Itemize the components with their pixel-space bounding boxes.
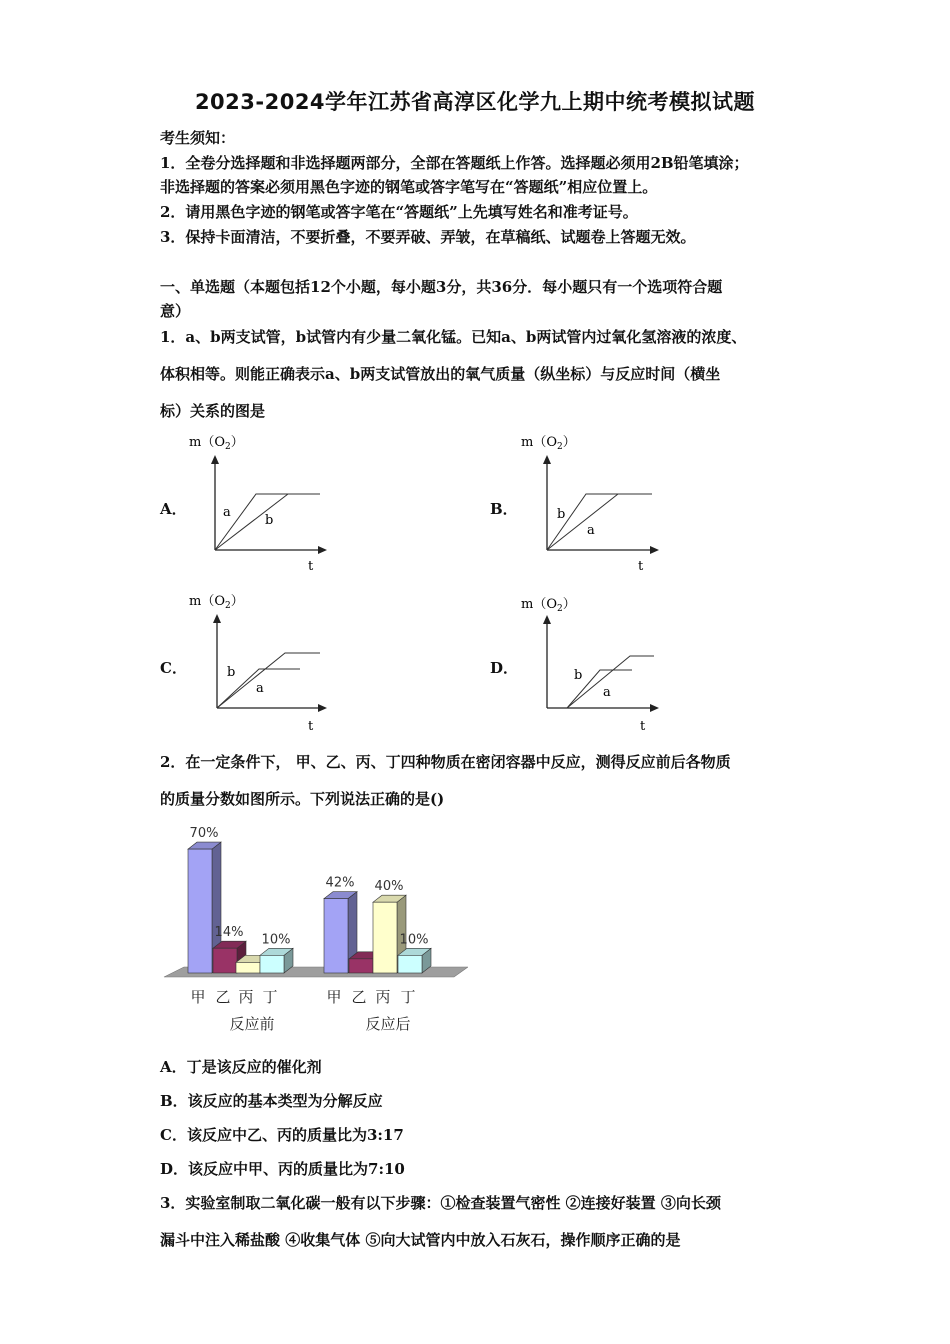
bar-反应前-乙 bbox=[213, 948, 237, 973]
option-d-label[interactable]: D． bbox=[490, 659, 519, 677]
bar-反应前-丁 bbox=[260, 955, 284, 973]
graph-d[interactable] bbox=[512, 590, 672, 740]
x-axis-label: t bbox=[308, 559, 314, 574]
q2-option-a[interactable]: A．丁是该反应的催化剂 bbox=[160, 1058, 322, 1076]
q3-text: 漏斗中注入稀盐酸 ④收集气体 ⑤向大试管内中放入石灰石，操作顺序正确的是 bbox=[160, 1231, 681, 1249]
y-axis-label: $m(O_2)$ bbox=[521, 435, 576, 452]
category-label: 甲 bbox=[326, 988, 342, 1006]
group-label: 反应后 bbox=[365, 1015, 411, 1033]
group-label: 反应前 bbox=[229, 1015, 275, 1033]
curve-label-b: b bbox=[227, 665, 236, 680]
option-b-label[interactable]: B． bbox=[490, 500, 518, 518]
curve-label-b: b bbox=[557, 507, 566, 522]
q2-text: 的质量分数如图所示。下列说法正确的是() bbox=[160, 790, 445, 808]
page-title: 2023-2024学年江苏省高淳区化学九上期中统考模拟试题 bbox=[194, 90, 756, 114]
q1-text: 标）关系的图是 bbox=[160, 402, 266, 420]
curve-label-a: a bbox=[223, 505, 231, 520]
x-axis-label: t bbox=[308, 719, 314, 734]
data-label: 10% bbox=[399, 932, 429, 948]
category-label: 丙 bbox=[375, 988, 391, 1006]
data-label: 10% bbox=[261, 932, 291, 948]
q3-text: 3．实验室制取二氧化碳一般有以下步骤：①检查装置气密性 ②连接好装置 ③向长颈 bbox=[160, 1194, 721, 1212]
data-label: 14% bbox=[214, 925, 244, 941]
section-heading-cont: 意） bbox=[160, 302, 191, 320]
curve-label-b: b bbox=[265, 513, 274, 528]
option-a-label[interactable]: A． bbox=[160, 500, 187, 518]
graph-c[interactable] bbox=[180, 587, 340, 737]
data-label: 40% bbox=[374, 879, 404, 895]
bar-反应后-丙 bbox=[373, 902, 397, 973]
category-label: 乙 bbox=[351, 988, 367, 1006]
q2-option-d[interactable]: D．该反应中甲、丙的质量比为7:10 bbox=[160, 1160, 405, 1178]
notice-heading: 考生须知： bbox=[160, 129, 236, 147]
bar-反应前-甲 bbox=[188, 849, 212, 973]
bar-反应后-乙 bbox=[349, 959, 373, 973]
curve-label-a: a bbox=[256, 681, 264, 696]
q2-option-c[interactable]: C．该反应中乙、丙的质量比为3:17 bbox=[160, 1126, 404, 1144]
graph-b[interactable] bbox=[512, 428, 672, 578]
category-label: 丙 bbox=[238, 988, 254, 1006]
option-c-label[interactable]: C． bbox=[160, 659, 187, 677]
q2-option-b[interactable]: B．该反应的基本类型为分解反应 bbox=[160, 1092, 383, 1110]
curve-label-b: b bbox=[574, 668, 583, 683]
mass-fraction-chart bbox=[158, 818, 468, 1040]
notice-item: 非选择题的答案必须用黑色字迹的钢笔或答字笔写在“答题纸”相应位置上。 bbox=[160, 178, 658, 196]
x-axis-label: t bbox=[638, 559, 644, 574]
graph-a[interactable] bbox=[180, 428, 340, 578]
y-axis-label: $m(O_2)$ bbox=[189, 594, 244, 611]
data-label: 70% bbox=[189, 826, 219, 842]
notice-item: 3．保持卡面清洁，不要折叠，不要弄破、弄皱，在草稿纸、试题卷上答题无效。 bbox=[160, 228, 696, 246]
bar-反应后-甲 bbox=[324, 899, 348, 973]
data-label: 42% bbox=[325, 875, 355, 891]
y-axis-label: $m(O_2)$ bbox=[521, 597, 576, 614]
section-heading: 一、单选题（本题包括12个小题，每小题3分，共36分．每小题只有一个选项符合题 bbox=[160, 278, 723, 296]
category-label: 乙 bbox=[215, 988, 231, 1006]
curve-label-a: a bbox=[587, 523, 595, 538]
bar-反应后-丁 bbox=[398, 955, 422, 973]
q1-text: 1．a、b两支试管，b试管内有少量二氧化锰。已知a、b两试管内过氧化氢溶液的浓度、 bbox=[160, 328, 747, 346]
bar-反应前-丙 bbox=[236, 962, 260, 973]
notice-item: 1．全卷分选择题和非选择题两部分，全部在答题纸上作答。选择题必须用2B铅笔填涂； bbox=[160, 154, 749, 172]
category-label: 丁 bbox=[262, 988, 278, 1006]
y-axis-label: $m(O_2)$ bbox=[189, 435, 244, 452]
notice-item: 2．请用黑色字迹的钢笔或答字笔在“答题纸”上先填写姓名和准考证号。 bbox=[160, 203, 638, 221]
category-label: 丁 bbox=[400, 988, 416, 1006]
q2-text: 2．在一定条件下， 甲、乙、丙、丁四种物质在密闭容器中反应，测得反应前后各物质 bbox=[160, 753, 731, 771]
x-axis-label: t bbox=[640, 719, 646, 734]
category-label: 甲 bbox=[190, 988, 206, 1006]
curve-label-a: a bbox=[603, 685, 611, 700]
q1-text: 体积相等。则能正确表示a、b两支试管放出的氧气质量（纵坐标）与反应时间（横坐 bbox=[160, 365, 721, 383]
